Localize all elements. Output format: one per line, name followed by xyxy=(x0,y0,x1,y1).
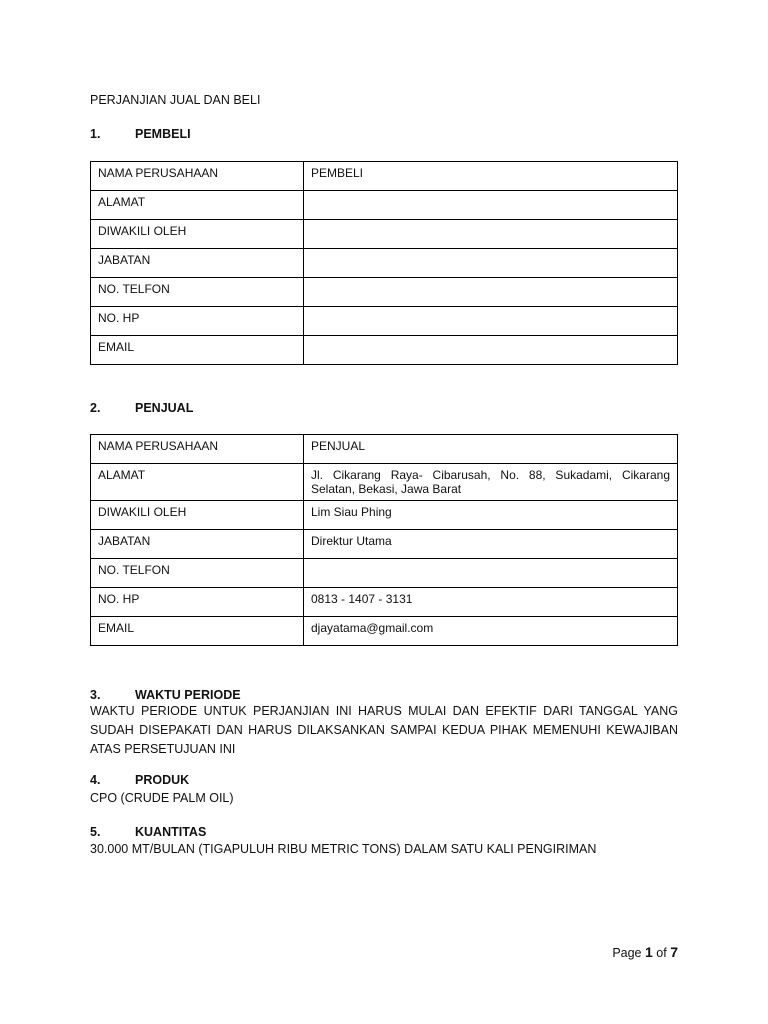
section-heading-waktu xyxy=(90,688,241,702)
table-row xyxy=(91,464,678,501)
row-value: PEMBELI xyxy=(304,162,678,191)
table-row xyxy=(91,588,678,617)
row-label: JABATAN xyxy=(91,530,304,559)
page-word: Page xyxy=(612,946,642,960)
table-row xyxy=(91,220,678,249)
table-row xyxy=(91,278,678,307)
section-title: PEMBELI xyxy=(135,127,191,141)
section-number: 5. xyxy=(90,825,101,839)
row-label: DIWAKILI OLEH xyxy=(91,220,304,249)
section-heading-kuantitas xyxy=(90,825,206,839)
table-row xyxy=(91,307,678,336)
section-title: KUANTITAS xyxy=(135,825,207,839)
row-value: PENJUAL xyxy=(304,435,678,464)
row-label: NAMA PERUSAHAAN xyxy=(91,162,304,191)
row-value xyxy=(304,307,678,336)
pembeli-table xyxy=(90,161,678,365)
row-label: NO. TELFON xyxy=(91,559,304,588)
table-row xyxy=(91,435,678,464)
row-value: Lim Siau Phing xyxy=(304,501,678,530)
section-number: 3. xyxy=(90,688,101,702)
row-label: EMAIL xyxy=(91,336,304,365)
row-label: ALAMAT xyxy=(91,191,304,220)
table-row xyxy=(91,617,678,646)
row-label: NO. HP xyxy=(91,307,304,336)
table-row xyxy=(91,530,678,559)
table-row xyxy=(91,249,678,278)
section-heading-penjual xyxy=(90,401,193,415)
row-value xyxy=(304,249,678,278)
row-value: 0813 - 1407 - 3131 xyxy=(304,588,678,617)
section-title: PENJUAL xyxy=(135,401,194,415)
row-label: NAMA PERUSAHAAN xyxy=(91,435,304,464)
row-value xyxy=(304,336,678,365)
table-row xyxy=(91,162,678,191)
table-row xyxy=(91,191,678,220)
section-body-waktu: WAKTU PERIODE UNTUK PERJANJIAN INI HARUS MULAI DAN EFEKTIF DARI TANGGAL YANG SUDAH DISEPAKATI DAN HARUS DILAKSANKAN SAMPAI KEDUA PIHAK MEMENUHI KEWAJIBAN ATAS PERSETUJUAN INI xyxy=(90,704,678,756)
section-number: 2. xyxy=(90,401,101,415)
current-page-number: 1 xyxy=(645,944,653,960)
section-title: PRODUK xyxy=(135,773,190,787)
table-row xyxy=(91,559,678,588)
row-label: ALAMAT xyxy=(91,464,304,501)
total-page-number: 7 xyxy=(670,944,678,960)
of-word: of xyxy=(656,946,667,960)
section-body-kuantitas: 30.000 MT/BULAN (TIGAPULUH RIBU METRIC TONS) DALAM SATU KALI PENGIRIMAN xyxy=(90,842,597,856)
row-value xyxy=(304,191,678,220)
document-title: PERJANJIAN JUAL DAN BELI xyxy=(90,93,261,107)
section-title: WAKTU PERIODE xyxy=(135,688,241,702)
row-value: Direktur Utama xyxy=(304,530,678,559)
row-label: DIWAKILI OLEH xyxy=(91,501,304,530)
row-value xyxy=(304,278,678,307)
page-footer xyxy=(612,944,678,960)
row-label: EMAIL xyxy=(91,617,304,646)
table-row xyxy=(91,501,678,530)
row-label: NO. TELFON xyxy=(91,278,304,307)
section-number: 1. xyxy=(90,127,101,141)
penjual-table xyxy=(90,434,678,646)
row-value xyxy=(304,559,678,588)
section-body-produk: CPO (CRUDE PALM OIL) xyxy=(90,791,234,805)
section-heading-produk xyxy=(90,773,189,787)
row-label: NO. HP xyxy=(91,588,304,617)
section-heading-pembeli xyxy=(90,127,191,141)
section-number: 4. xyxy=(90,773,101,787)
row-value xyxy=(304,220,678,249)
row-value: Jl. Cikarang Raya- Cibarusah, No. 88, Sukadami, Cikarang Selatan, Bekasi, Jawa Barat xyxy=(304,464,678,501)
table-row xyxy=(91,336,678,365)
row-label: JABATAN xyxy=(91,249,304,278)
row-value: djayatama@gmail.com xyxy=(304,617,678,646)
